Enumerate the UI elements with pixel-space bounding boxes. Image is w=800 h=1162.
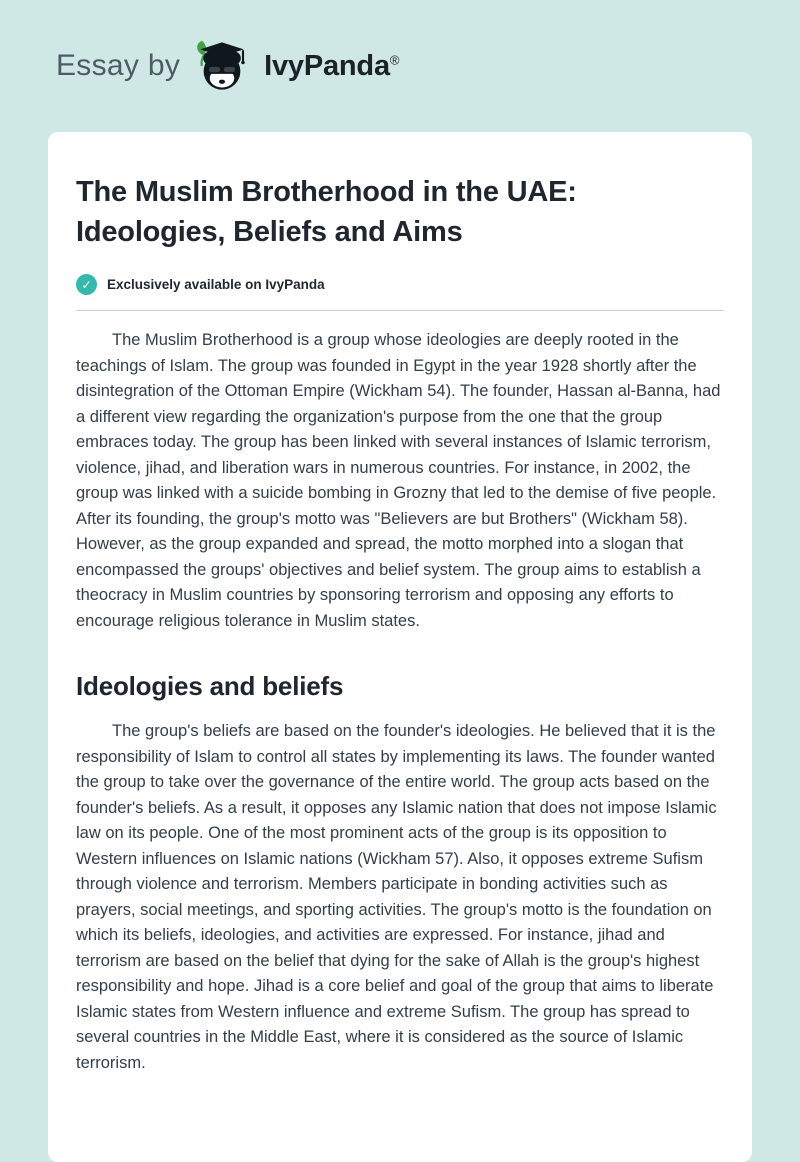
header (0, 0, 800, 132)
section-paragraph: The group's beliefs are based on the founder's ideologies. He believed that it is the responsibility of Islam to control all states by implementing its laws. The founder wanted the group to take over the governance of the entire world. The group acts based on the founder's beliefs. As a result, it opposes any Islamic nation that does not impose Islamic law on its people. One of the most prominent acts of the group is its opposition to Western influences on Islamic nations (Wickham 57). Also, it opposes extreme Sufism through violence and terrorism. Members participate in bonding activities such as prayers, social meetings, and sporting activities. The group's motto is the foundation on which its beliefs, ideologies, and activities are expressed. For instance, jihad and terrorism are based on the belief that dying for the sake of Allah is the group's highest responsibility and hope. Jihad is a core belief and goal of the group that aims to liberate Islamic states from Western influence and extreme Sufism. The group has spread to several countries in the Middle East, where it is considered as the source of Islamic terrorism. (76, 722, 717, 1072)
brand-name (264, 50, 399, 83)
availability-text: Exclusively available on IvyPanda (107, 277, 325, 292)
divider (76, 310, 724, 311)
check-icon: ✓ (76, 274, 97, 295)
essay-title: The Muslim Brotherhood in the UAE: Ideologies, Beliefs and Aims (76, 176, 577, 248)
brand-text: IvyPanda (264, 49, 390, 82)
panda-graduate-icon (194, 38, 250, 94)
essay-by-label: Essay by (56, 49, 181, 82)
registered-mark: ® (389, 51, 400, 67)
availability-badge (76, 274, 724, 295)
intro-paragraph: The Muslim Brotherhood is a group whose ideologies are deeply rooted in the teachings of Islam. The group was founded in Egypt in the year 1928 shortly after the disintegration of the Ottoman Empire (Wickham 54). The founder, Hassan al-Banna, had a different view regarding the organization's purpose from the one that the group embraces today. The group has been linked with several instances of Islamic terrorism, violence, jihad, and liberation wars in numerous countries. For instance, in 2002, the group was linked with a suicide bombing in Grozny that led to the demise of five people. After its founding, the group's motto was "Believers are but Brothers" (Wickham 58). However, as the group expanded and spread, the motto morphed into a slogan that encompassed the groups' objectives and belief system. The group aims to establish a theocracy in Muslim countries by sponsoring terrorism and opposing any efforts to encourage religious tolerance in Muslim states. (76, 331, 721, 630)
essay-card (48, 132, 752, 1162)
section-heading: Ideologies and beliefs (76, 671, 344, 701)
